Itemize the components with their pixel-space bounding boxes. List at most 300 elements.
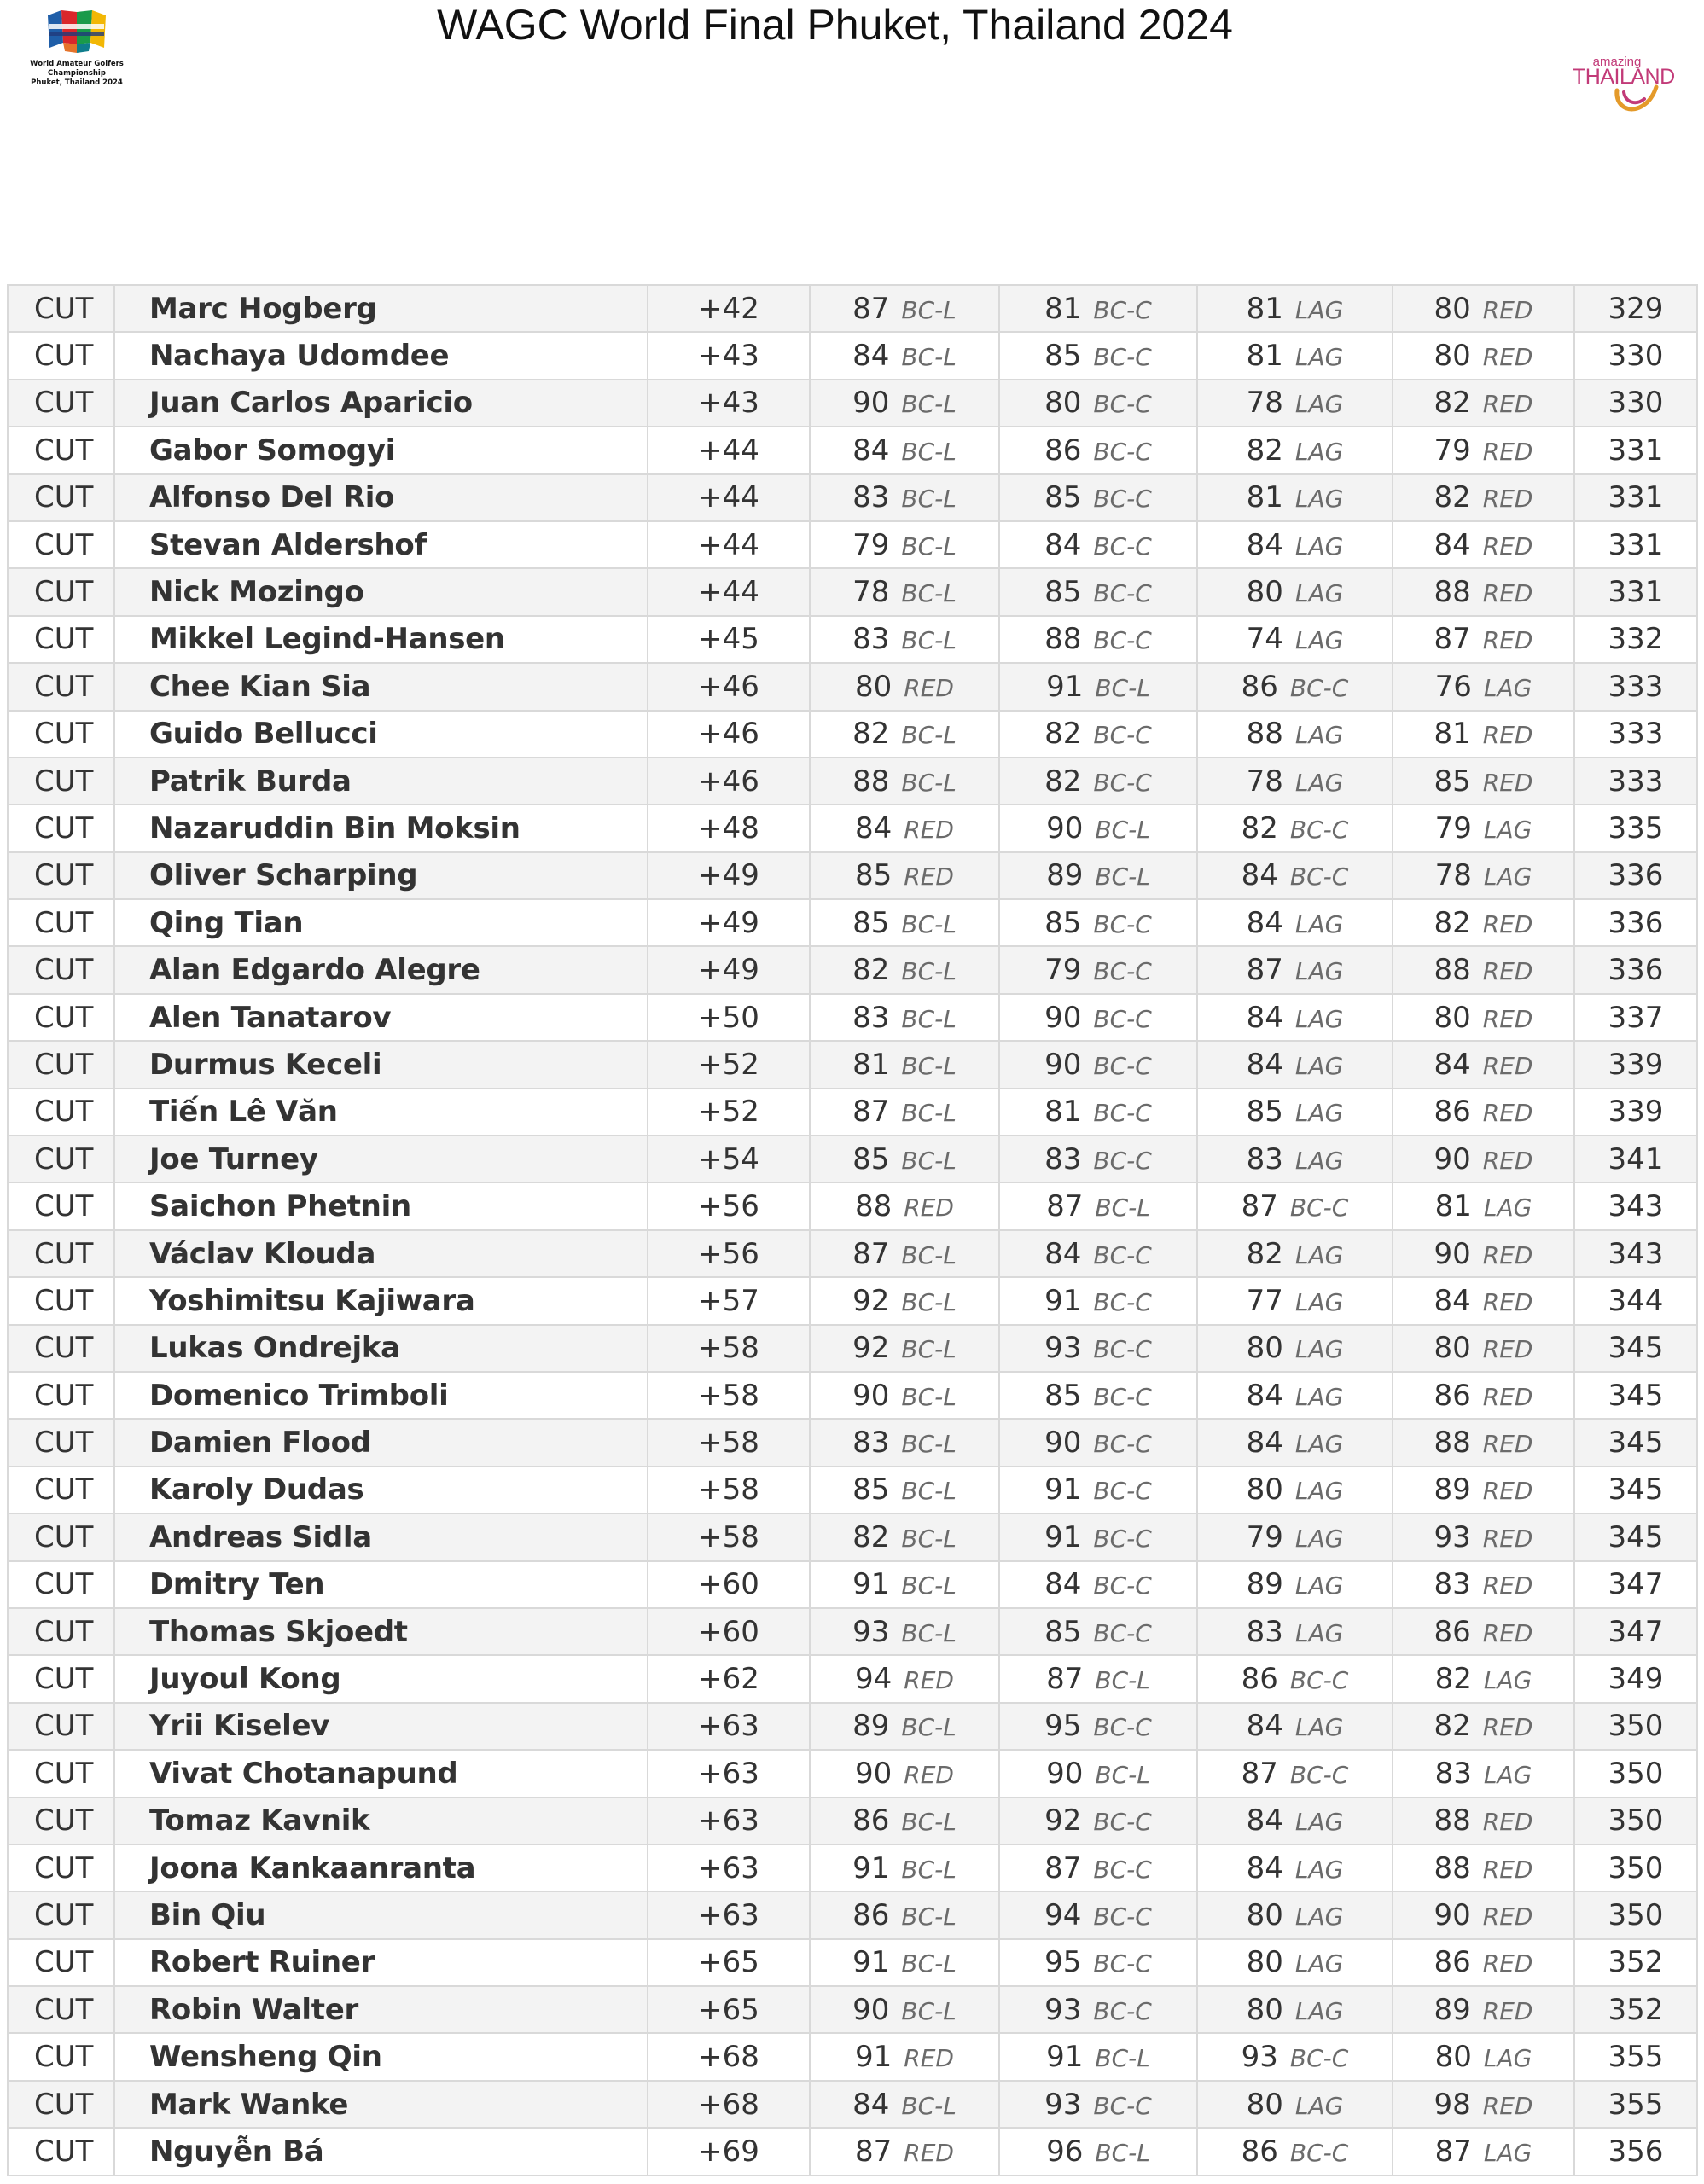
round-1-score: 93 [852,1614,890,1649]
round-1-course: RED [904,2138,954,2167]
round-3-cell [1197,1513,1393,1560]
round-4-score: 86 [1434,1945,1471,1980]
total-score: 350 [1574,1703,1697,1750]
total-score: 355 [1574,2081,1697,2128]
round-3-cell [1197,1891,1393,1938]
to-par-cell: +69 [648,2128,810,2175]
player-name: Bin Qiu [114,1891,648,1938]
table-row [8,852,1697,899]
total-score: 330 [1574,380,1697,427]
round-3-cell [1197,946,1393,993]
round-3-score: 80 [1246,1945,1283,1980]
total-score: 329 [1574,285,1697,332]
round-2-score: 95 [1044,1945,1082,1980]
table-row [8,380,1697,427]
total-score: 331 [1574,474,1697,521]
round-3-cell [1197,1655,1393,1702]
round-1-score: 84 [852,339,890,374]
round-1-course: RED [904,1666,954,1695]
position-cell: CUT [8,1703,114,1750]
round-1-course: RED [904,815,954,844]
round-2-course: BC-C [1093,1477,1152,1506]
round-4-cell [1393,616,1574,663]
total-score: 331 [1574,427,1697,473]
round-1-score: 90 [852,386,890,421]
round-3-course: LAG [1294,1430,1344,1459]
round-1-course: BC-L [901,721,957,750]
round-2-course: BC-C [1093,1099,1152,1128]
round-2-score: 90 [1044,1000,1082,1035]
round-2-score: 86 [1044,433,1082,468]
to-par-cell: +49 [648,946,810,993]
round-1-score: 82 [852,953,890,988]
round-4-cell [1393,1513,1574,1560]
round-4-cell [1393,1230,1574,1277]
round-2-cell [999,1986,1197,2033]
round-3-course: LAG [1294,579,1344,608]
position-cell: CUT [8,663,114,710]
total-score: 352 [1574,1986,1697,2033]
round-2-cell [999,1419,1197,1466]
round-4-cell [1393,1844,1574,1891]
round-2-course: BC-C [1093,909,1152,938]
round-2-course: BC-C [1093,721,1152,750]
player-name: Wensheng Qin [114,2033,648,2080]
round-2-cell [999,899,1197,946]
round-3-score: 85 [1246,1095,1283,1130]
round-1-score: 87 [852,1095,890,1130]
round-1-cell [810,1939,999,1986]
position-cell: CUT [8,1419,114,1466]
position-cell: CUT [8,474,114,521]
round-2-score: 85 [1044,1378,1082,1413]
position-cell: CUT [8,804,114,851]
round-3-cell [1197,380,1393,427]
round-4-cell [1393,899,1574,946]
round-1-course: BC-L [901,2091,957,2120]
player-name: Joe Turney [114,1136,648,1182]
round-2-cell [999,1467,1197,1513]
round-3-course: LAG [1294,1902,1344,1931]
round-4-cell [1393,1136,1574,1182]
player-name: Stevan Aldershof [114,521,648,568]
table-row [8,1372,1697,1419]
table-row [8,616,1697,663]
round-3-score: 80 [1246,1472,1283,1507]
to-par-cell: +54 [648,1136,810,1182]
round-2-score: 92 [1044,1804,1082,1838]
total-score: 350 [1574,1798,1697,1844]
round-1-cell [810,1798,999,1844]
round-1-course: BC-L [901,1477,957,1506]
round-1-score: 90 [852,1992,890,2027]
round-3-score: 84 [1246,1426,1283,1461]
total-score: 339 [1574,1041,1697,1088]
round-1-cell [810,946,999,993]
round-2-cell [999,1608,1197,1655]
round-3-score: 81 [1246,291,1283,326]
round-2-score: 91 [1044,1519,1082,1554]
round-2-course: BC-C [1093,1808,1152,1837]
round-3-score: 86 [1241,1662,1278,1697]
round-2-score: 85 [1044,339,1082,374]
round-4-score: 82 [1434,1709,1471,1744]
round-3-score: 82 [1246,1236,1283,1271]
round-1-cell [810,1986,999,2033]
player-name: Joona Kankaanranta [114,1844,648,1891]
round-2-cell [999,946,1197,993]
round-4-cell [1393,568,1574,615]
round-2-cell [999,663,1197,710]
total-score: 345 [1574,1513,1697,1560]
round-1-cell [810,474,999,521]
round-2-cell [999,332,1197,379]
round-2-cell [999,1750,1197,1797]
total-score: 344 [1574,1277,1697,1324]
round-4-score: 90 [1434,1897,1471,1932]
round-4-cell [1393,1467,1574,1513]
round-4-score: 80 [1434,1000,1471,1035]
position-cell: CUT [8,1372,114,1419]
to-par-cell: +45 [648,616,810,663]
round-1-cell [810,1419,999,1466]
round-4-cell [1393,1703,1574,1750]
round-4-score: 82 [1434,905,1471,940]
round-3-score: 81 [1246,339,1283,374]
round-1-course: BC-L [901,1713,957,1742]
player-name: Oliver Scharping [114,852,648,899]
position-cell: CUT [8,1844,114,1891]
round-2-score: 84 [1044,527,1082,562]
position-cell: CUT [8,711,114,758]
round-4-score: 89 [1434,1472,1471,1507]
round-3-score: 84 [1241,858,1278,893]
round-4-score: 83 [1434,1756,1472,1791]
player-name: Karoly Dudas [114,1467,648,1513]
round-2-score: 91 [1044,1283,1082,1318]
round-1-course: BC-L [901,1240,957,1269]
round-4-score: 88 [1434,1850,1471,1885]
to-par-cell: +48 [648,804,810,851]
round-4-course: RED [1482,721,1533,750]
round-2-score: 85 [1044,1614,1082,1649]
table-row [8,899,1697,946]
round-3-course: LAG [1294,2091,1344,2120]
round-2-cell [999,2033,1197,2080]
total-score: 331 [1574,568,1697,615]
player-name: Patrik Burda [114,758,648,804]
round-1-cell [810,994,999,1041]
round-3-cell [1197,1089,1393,1136]
round-1-course: BC-L [901,295,957,324]
round-1-score: 79 [852,527,890,562]
round-1-score: 87 [852,291,890,326]
round-3-cell [1197,1372,1393,1419]
round-3-cell [1197,1182,1393,1229]
round-1-score: 80 [855,669,893,704]
table-row [8,1467,1697,1513]
round-2-course: BC-L [1095,815,1150,844]
total-score: 347 [1574,1561,1697,1608]
round-3-cell [1197,1703,1393,1750]
table-row [8,663,1697,710]
player-name: Nachaya Udomdee [114,332,648,379]
round-1-course: BC-L [901,1996,957,2025]
round-4-course: RED [1482,957,1533,986]
player-name: Domenico Trimboli [114,1372,648,1419]
round-2-score: 83 [1044,1141,1082,1176]
round-3-score: 82 [1241,810,1278,845]
round-2-score: 81 [1044,1095,1082,1130]
round-3-course: LAG [1294,1618,1344,1647]
round-2-score: 91 [1046,2040,1084,2075]
round-3-score: 82 [1246,433,1283,468]
table-row [8,1891,1697,1938]
round-4-course: RED [1482,1855,1533,1884]
round-2-course: BC-L [1095,863,1150,892]
total-score: 352 [1574,1939,1697,1986]
round-2-course: BC-C [1093,1996,1152,2025]
round-4-score: 88 [1434,1426,1471,1461]
round-3-course: LAG [1294,1335,1344,1364]
position-cell: CUT [8,332,114,379]
table-row [8,427,1697,473]
table-row [8,2128,1697,2175]
round-1-cell [810,1136,999,1182]
player-name: Mikkel Legind-Hansen [114,616,648,663]
round-3-cell [1197,1419,1393,1466]
round-1-cell [810,1041,999,1088]
round-1-cell [810,1230,999,1277]
round-2-cell [999,1891,1197,1938]
round-1-cell [810,1089,999,1136]
round-4-course: RED [1482,768,1533,797]
round-2-score: 82 [1044,764,1082,799]
round-2-score: 84 [1044,1567,1082,1602]
position-cell: CUT [8,427,114,473]
round-4-course: LAG [1483,1760,1532,1789]
logo-caption-line1: World Amateur Golfers Championship [30,60,124,78]
position-cell: CUT [8,380,114,427]
round-2-score: 87 [1046,1662,1084,1697]
round-1-score: 83 [852,480,890,515]
round-4-cell [1393,1608,1574,1655]
round-3-score: 80 [1246,1992,1283,2027]
to-par-cell: +68 [648,2033,810,2080]
round-1-score: 90 [855,1756,893,1791]
round-3-cell [1197,1608,1393,1655]
player-name: Alfonso Del Rio [114,474,648,521]
round-4-course: RED [1482,1902,1533,1931]
round-3-score: 79 [1246,1519,1283,1554]
round-1-course: BC-L [901,1004,957,1033]
round-3-score: 84 [1246,527,1283,562]
round-2-course: BC-C [1093,1571,1152,1600]
round-4-course: RED [1482,1571,1533,1600]
round-3-score: 80 [1246,1331,1283,1366]
round-1-score: 85 [855,858,893,893]
table-row [8,1844,1697,1891]
round-4-score: 82 [1434,480,1471,515]
player-name: Marc Hogberg [114,285,648,332]
round-1-course: BC-L [901,957,957,986]
round-4-cell [1393,1325,1574,1372]
round-1-score: 83 [852,1426,890,1461]
round-4-score: 86 [1434,1095,1471,1130]
round-3-score: 84 [1246,1047,1283,1082]
table-row [8,1136,1697,1182]
total-score: 333 [1574,758,1697,804]
to-par-cell: +46 [648,711,810,758]
round-4-cell [1393,1891,1574,1938]
round-3-cell [1197,804,1393,851]
round-4-score: 83 [1434,1567,1471,1602]
round-3-cell [1197,994,1393,1041]
round-3-cell [1197,1750,1393,1797]
round-4-score: 93 [1434,1519,1471,1554]
table-row [8,804,1697,851]
round-2-course: BC-C [1093,1004,1152,1033]
round-2-course: BC-C [1093,626,1152,655]
to-par-cell: +58 [648,1467,810,1513]
round-1-score: 83 [852,1000,890,1035]
round-3-cell [1197,852,1393,899]
position-cell: CUT [8,1750,114,1797]
table-row [8,994,1697,1041]
results-body [8,285,1697,2175]
player-name: Nazaruddin Bin Moksin [114,804,648,851]
round-1-score: 84 [855,810,893,845]
round-1-score: 90 [852,1378,890,1413]
round-3-cell [1197,1939,1393,1986]
round-2-course: BC-C [1093,1240,1152,1269]
round-4-cell [1393,663,1574,710]
position-cell: CUT [8,1939,114,1986]
total-score: 333 [1574,663,1697,710]
to-par-cell: +58 [648,1372,810,1419]
round-1-cell [810,1467,999,1513]
player-name: Alen Tanatarov [114,994,648,1041]
to-par-cell: +63 [648,1891,810,1938]
round-1-cell [810,1608,999,1655]
round-1-cell [810,1325,999,1372]
round-2-cell [999,568,1197,615]
player-name: Gabor Somogyi [114,427,648,473]
round-2-score: 84 [1044,1236,1082,1271]
round-4-course: RED [1482,1949,1533,1978]
page-title: WAGC World Final Phuket, Thailand 2024 [437,1,1233,49]
round-2-course: BC-C [1093,485,1152,514]
to-par-cell: +63 [648,1798,810,1844]
round-3-score: 78 [1246,386,1283,421]
table-row [8,2081,1697,2128]
position-cell: CUT [8,1513,114,1560]
round-4-course: RED [1482,1099,1533,1128]
total-score: 350 [1574,1891,1697,1938]
round-4-cell [1393,1750,1574,1797]
round-2-course: BC-L [1095,1666,1150,1695]
round-1-course: BC-L [901,1099,957,1128]
round-1-course: BC-L [901,1051,957,1080]
round-2-cell [999,1798,1197,1844]
round-1-course: RED [904,673,954,702]
round-2-cell [999,380,1197,427]
round-3-score: 84 [1246,1709,1283,1744]
round-3-course: LAG [1294,343,1344,372]
round-4-cell [1393,758,1574,804]
round-4-course: LAG [1483,863,1532,892]
round-3-cell [1197,616,1393,663]
position-cell: CUT [8,852,114,899]
round-3-course: LAG [1294,1004,1344,1033]
to-par-cell: +49 [648,852,810,899]
position-cell: CUT [8,1325,114,1372]
round-1-cell [810,521,999,568]
table-row [8,1750,1697,1797]
round-2-course: BC-C [1093,2091,1152,2120]
round-3-course: LAG [1294,1382,1344,1411]
round-3-course: BC-C [1289,815,1349,844]
round-3-course: LAG [1294,1808,1344,1837]
round-3-cell [1197,285,1393,332]
player-name: Lukas Ondrejka [114,1325,648,1372]
round-4-cell [1393,2081,1574,2128]
player-name: Qing Tian [114,899,648,946]
player-name: Chee Kian Sia [114,663,648,710]
round-4-course: RED [1482,1713,1533,1742]
round-4-course: RED [1482,343,1533,372]
round-3-cell [1197,2081,1393,2128]
table-row [8,1513,1697,1560]
round-1-score: 86 [852,1897,890,1932]
round-3-course: LAG [1294,909,1344,938]
round-4-cell [1393,427,1574,473]
round-3-course: LAG [1294,1855,1344,1884]
round-1-course: BC-L [901,909,957,938]
table-row [8,1277,1697,1324]
to-par-cell: +44 [648,568,810,615]
round-2-cell [999,1182,1197,1229]
round-2-course: BC-L [1095,2044,1150,2073]
total-score: 343 [1574,1182,1697,1229]
round-3-cell [1197,521,1393,568]
player-name: Damien Flood [114,1419,648,1466]
round-3-score: 80 [1246,1897,1283,1932]
position-cell: CUT [8,285,114,332]
position-cell: CUT [8,1136,114,1182]
round-4-course: RED [1482,1477,1533,1506]
to-par-cell: +52 [648,1089,810,1136]
round-3-score: 78 [1246,764,1283,799]
round-2-cell [999,1277,1197,1324]
round-2-course: BC-L [1095,673,1150,702]
round-2-score: 87 [1044,1850,1082,1885]
results-table [7,284,1698,2176]
round-1-cell [810,1513,999,1560]
round-1-cell [810,804,999,851]
table-row [8,285,1697,332]
player-name: Thomas Skjoedt [114,1608,648,1655]
to-par-cell: +44 [648,521,810,568]
total-score: 345 [1574,1467,1697,1513]
round-3-course: LAG [1294,1099,1344,1128]
round-4-course: LAG [1483,2044,1532,2073]
position-cell: CUT [8,1655,114,1702]
round-3-cell [1197,474,1393,521]
round-2-course: BC-C [1093,1855,1152,1884]
round-1-score: 85 [852,905,890,940]
to-par-cell: +56 [648,1182,810,1229]
